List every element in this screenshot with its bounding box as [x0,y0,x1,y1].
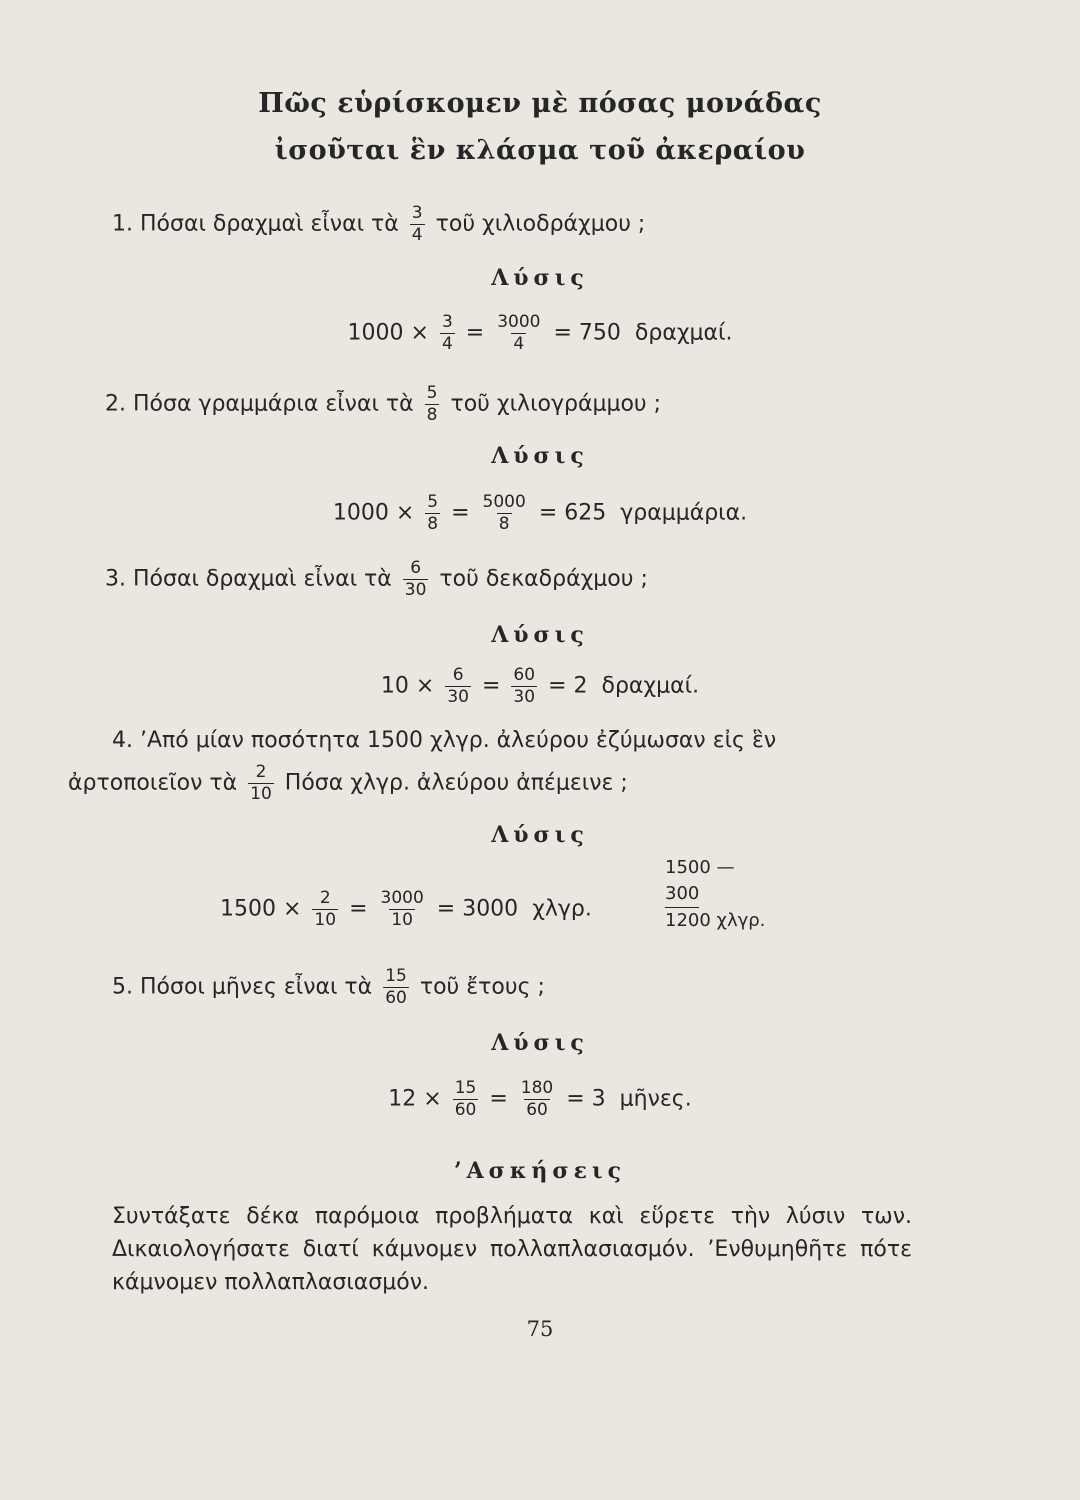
factor: 1000 × [332,500,415,526]
factor: 12 × [388,1086,442,1112]
fraction [248,764,274,803]
numerator: 3000 [380,888,424,908]
problem-number: 3. [105,566,126,592]
problem-2-question [105,385,661,424]
exercises-text: Συντάξατε δέκα παρόμοια προβλήματα καὶ εὕρετε τὴν λύσιν των. Δικαιολογήσατε διατί κάμνομεν πολλαπλασιασμόν. ’Ενθυμηθῆτε πότε κάμνομεν πολλαπλασιασμόν. [112,1204,912,1295]
fraction [383,968,409,1007]
problem-3-question [105,560,648,599]
minuend: 1500 — [665,857,735,878]
equals: = [349,896,368,922]
page-title-line-1: Πῶς εὑρίσκομεν μὲ πόσας μονάδας [258,88,822,119]
problem-5-solution [0,1080,1080,1119]
denominator: 4 [513,334,525,354]
numerator: 3 [411,203,423,223]
numerator: 6 [410,558,422,578]
equals: = [465,320,485,346]
solution-heading: Λύσις [491,265,589,291]
numerator: 2 [255,762,267,782]
fraction [410,205,425,244]
question-text: Πόσοι μῆνες εἶναι τὰ [140,974,373,1000]
denominator: 10 [391,910,413,930]
question-text: ἀρτοποιεῖον τὰ [68,770,238,796]
question-text: τοῦ δεκαδράχμου ; [439,566,648,592]
problem-4-solution [220,890,592,929]
problem-4-question-line-1 [112,728,776,753]
numerator: 5 [427,492,439,512]
denominator: 8 [427,514,439,534]
equals: = [489,1086,508,1112]
denominator: 60 [454,1100,477,1120]
fraction [495,314,542,353]
fraction [440,314,455,353]
page-number: 75 [526,1317,554,1341]
numerator: 5000 [482,492,526,512]
denominator: 30 [513,687,536,707]
factor: 1000 × [347,320,429,346]
question-text: τοῦ χιλιοδράχμου ; [435,211,646,237]
fraction [425,494,440,533]
denominator: 8 [498,514,510,534]
page-title-line-2: ἰσοῦται ἓν κλάσμα τοῦ ἀκεραίου [274,135,806,166]
solution-heading: Λύσις [491,443,589,469]
problem-number: 1. [112,211,133,237]
result: = 3 [566,1086,606,1112]
result: = 625 [538,500,607,526]
subtraction-side-calc [665,855,765,934]
denominator: 60 [526,1100,548,1120]
fraction [425,385,440,424]
denominator: 4 [441,334,453,354]
denominator: 10 [250,784,272,804]
problem-number: 5. [112,974,133,1000]
factor: 10 × [380,673,435,699]
numerator: 5 [426,383,438,403]
unit: χλγρ. [532,896,592,922]
fraction [453,1080,479,1119]
unit: δραχμαί. [601,673,700,699]
fraction [511,667,537,706]
unit: μῆνες. [619,1086,692,1112]
exercises-heading: ’Ασκήσεις [453,1158,627,1184]
numerator: 2 [319,888,331,908]
numerator: 6 [452,665,464,685]
numerator: 15 [454,1078,477,1098]
problem-1-question [112,205,645,244]
numerator: 180 [520,1078,554,1098]
fraction [403,560,429,599]
fraction [519,1080,555,1119]
subtrahend: 300 [665,881,699,908]
problem-4-question-line-2 [68,764,628,803]
unit: γραμμάρια. [620,500,748,526]
solution-heading: Λύσις [491,822,589,848]
question-text: τοῦ χιλιογράμμου ; [450,391,662,417]
denominator: 10 [314,910,337,930]
problem-1-solution [0,314,1080,353]
denominator: 4 [411,225,423,245]
fraction [312,890,338,929]
fraction [379,890,426,929]
solution-heading: Λύσις [491,1030,589,1056]
question-text: Πόσαι δραχμαὶ εἶναι τὰ [140,211,399,237]
equals: = [451,500,470,526]
denominator: 30 [404,580,427,600]
numerator: 15 [385,966,407,986]
numerator: 60 [513,665,536,685]
result: = 2 [548,673,588,699]
difference: 1200 [665,910,711,931]
question-text: τοῦ ἔτους ; [419,974,545,1000]
unit: δραχμαί. [634,320,733,346]
problem-3-solution [0,667,1080,706]
result: = 3000 [436,896,519,922]
denominator: 30 [447,687,469,707]
result: = 750 [553,320,621,346]
numerator: 3 [441,312,453,332]
problem-number: 2. [105,391,126,417]
fraction [481,494,528,533]
problem-2-solution [0,494,1080,533]
denominator: 8 [426,405,438,425]
question-text: Πόσα χλγρ. ἀλεύρου ἀπέμεινε ; [284,770,628,796]
denominator: 60 [385,988,407,1008]
numerator: 3000 [497,312,541,332]
problem-number: 4. [112,728,133,753]
problem-5-question [112,968,545,1007]
unit: χλγρ. [716,910,766,931]
fraction [445,667,471,706]
question-text: Πόσα γραμμάρια εἶναι τὰ [133,391,414,417]
equals: = [481,673,501,699]
question-text: ’Από μίαν ποσότητα 1500 χλγρ. ἀλεύρου ἐζύμωσαν εἰς ἓν [140,728,777,753]
question-text: Πόσαι δραχμαὶ εἶναι τὰ [133,566,392,592]
factor: 1500 × [220,896,302,922]
solution-heading: Λύσις [491,622,589,648]
